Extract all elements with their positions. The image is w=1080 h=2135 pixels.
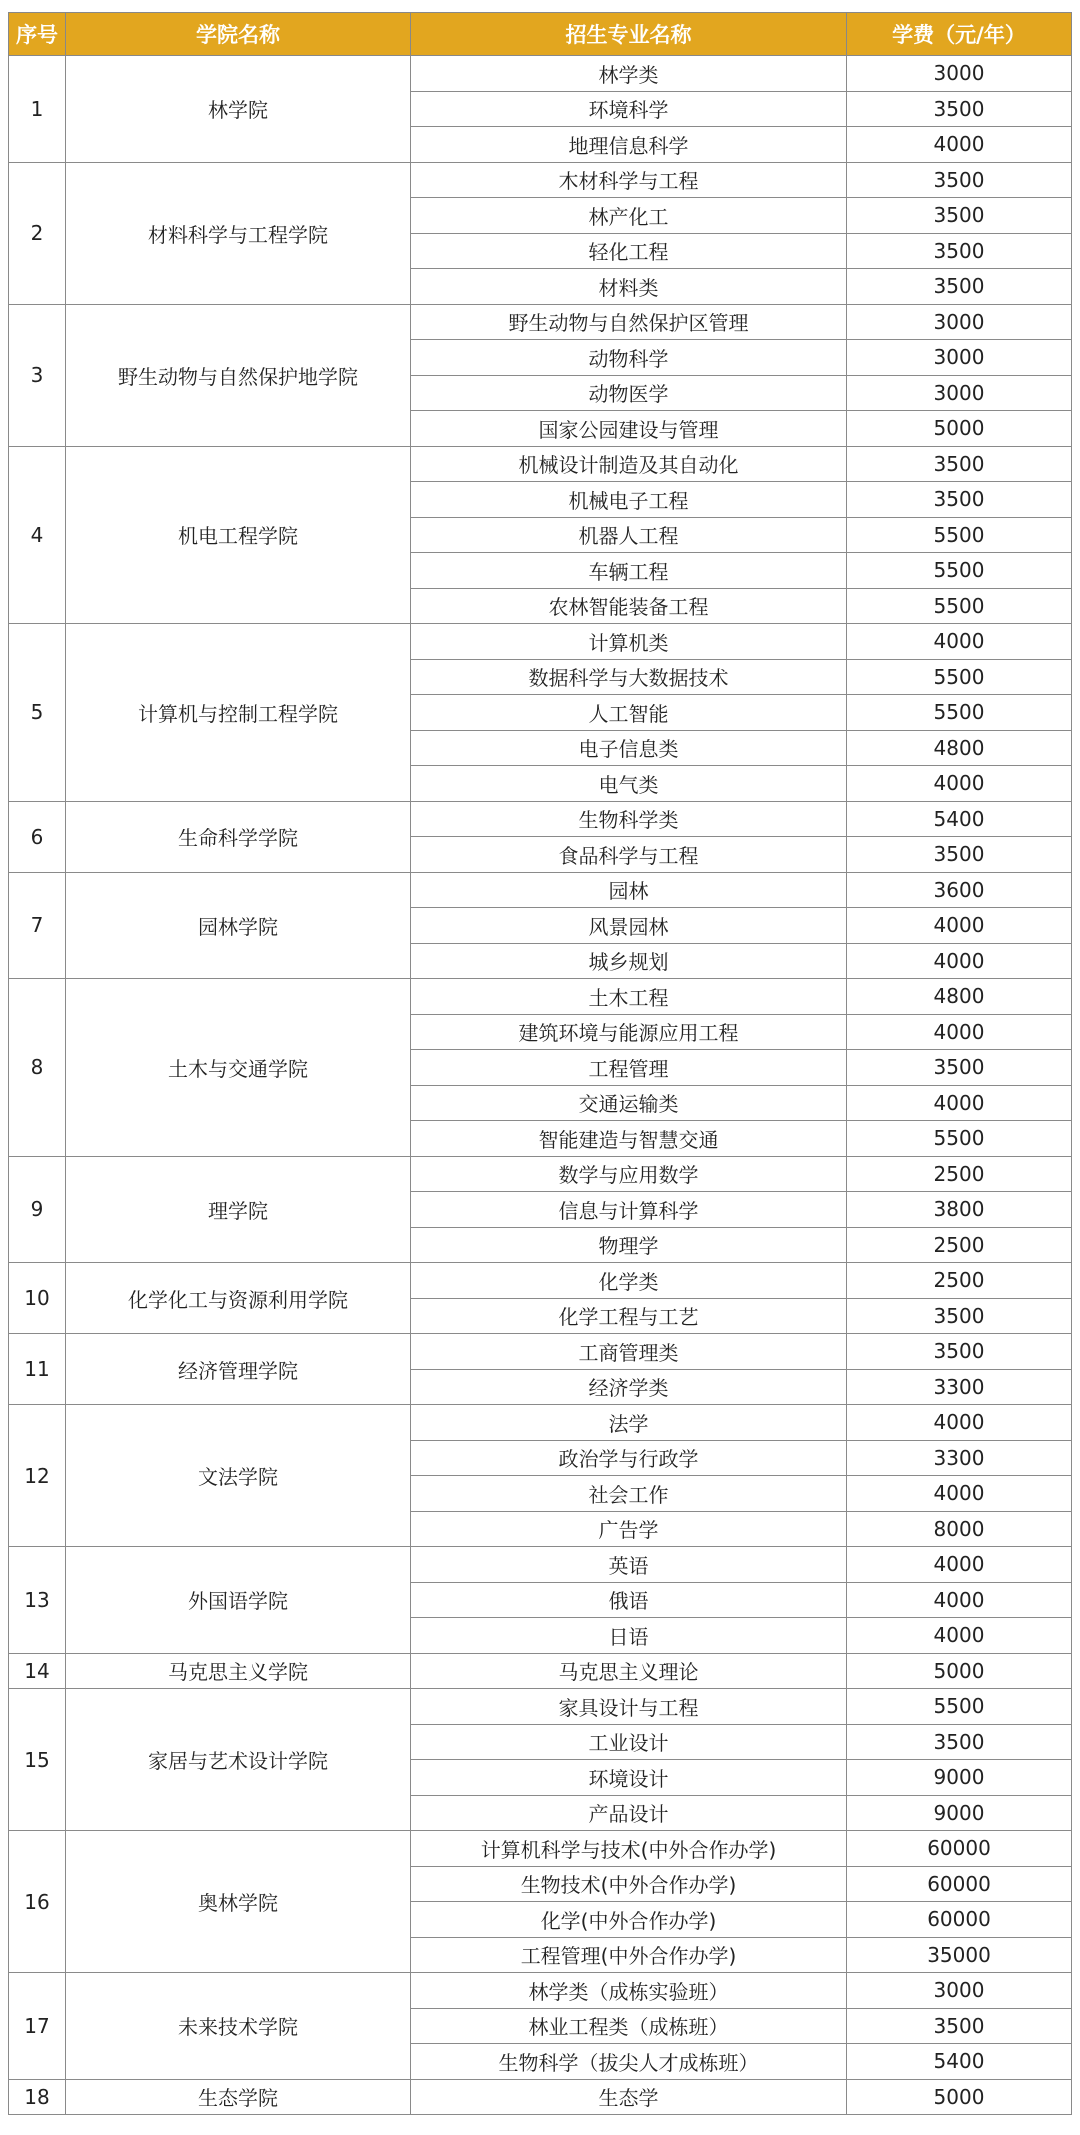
college-number: 16 [9,1831,66,1973]
college-name: 林学院 [66,56,411,163]
tuition-fee: 3500 [847,2008,1072,2044]
tuition-fee: 9000 [847,1795,1072,1831]
major-name: 材料类 [411,269,847,305]
college-number: 2 [9,162,66,304]
tuition-fee: 5400 [847,2044,1072,2080]
major-name: 智能建造与智慧交通 [411,1121,847,1157]
table-row [9,1973,1072,2009]
college-number: 17 [9,1973,66,2080]
major-name: 计算机科学与技术(中外合作办学) [411,1831,847,1867]
major-name: 化学(中外合作办学) [411,1902,847,1938]
tuition-fee: 3000 [847,375,1072,411]
tuition-fee: 4000 [847,1405,1072,1441]
major-name: 广告学 [411,1511,847,1547]
college-name: 奥林学院 [66,1831,411,1973]
major-name: 工程管理(中外合作办学) [411,1937,847,1973]
table-row [9,1156,1072,1192]
major-name: 园林 [411,872,847,908]
major-name: 社会工作 [411,1476,847,1512]
tuition-fee: 5500 [847,517,1072,553]
table-row [9,1334,1072,1370]
table-row [9,1689,1072,1725]
tuition-fee: 5500 [847,1121,1072,1157]
major-name: 数据科学与大数据技术 [411,659,847,695]
major-name: 生物科学（拔尖人才成栋班） [411,2044,847,2080]
major-name: 机械电子工程 [411,482,847,518]
table-header [9,13,1072,56]
tuition-fee: 3000 [847,56,1072,92]
college-number: 9 [9,1156,66,1263]
table-row [9,872,1072,908]
major-name: 化学类 [411,1263,847,1299]
college-name: 生命科学学院 [66,801,411,872]
major-name: 日语 [411,1618,847,1654]
table-row [9,56,1072,92]
tuition-fee: 5500 [847,659,1072,695]
tuition-table [8,12,1072,2115]
tuition-fee: 3500 [847,1724,1072,1760]
major-name: 信息与计算科学 [411,1192,847,1228]
major-name: 建筑环境与能源应用工程 [411,1014,847,1050]
college-number: 6 [9,801,66,872]
major-name: 数学与应用数学 [411,1156,847,1192]
tuition-fee: 9000 [847,1760,1072,1796]
major-name: 野生动物与自然保护区管理 [411,304,847,340]
tuition-fee: 4000 [847,766,1072,802]
tuition-fee: 2500 [847,1156,1072,1192]
tuition-fee: 3500 [847,162,1072,198]
college-number: 15 [9,1689,66,1831]
table-row [9,624,1072,660]
tuition-fee: 3500 [847,269,1072,305]
major-name: 环境科学 [411,91,847,127]
major-name: 工商管理类 [411,1334,847,1370]
college-number: 7 [9,872,66,979]
college-name: 文法学院 [66,1405,411,1547]
tuition-fee: 3500 [847,1050,1072,1086]
major-name: 地理信息科学 [411,127,847,163]
major-name: 工程管理 [411,1050,847,1086]
major-name: 风景园林 [411,908,847,944]
major-name: 车辆工程 [411,553,847,589]
tuition-fee: 5500 [847,695,1072,731]
table-row [9,1831,1072,1867]
header-row [9,13,1072,56]
college-number: 10 [9,1263,66,1334]
table-body [9,56,1072,2115]
major-name: 农林智能装备工程 [411,588,847,624]
major-name: 机器人工程 [411,517,847,553]
major-name: 化学工程与工艺 [411,1298,847,1334]
college-name: 马克思主义学院 [66,1653,411,1689]
tuition-fee: 4000 [847,1085,1072,1121]
table-row [9,1547,1072,1583]
tuition-fee: 5000 [847,2079,1072,2115]
tuition-fee: 4000 [847,1582,1072,1618]
major-name: 政治学与行政学 [411,1440,847,1476]
tuition-fee: 4000 [847,624,1072,660]
table-row [9,801,1072,837]
college-number: 1 [9,56,66,163]
major-name: 林学类 [411,56,847,92]
college-name: 经济管理学院 [66,1334,411,1405]
major-name: 交通运输类 [411,1085,847,1121]
tuition-fee: 3500 [847,233,1072,269]
tuition-fee: 60000 [847,1866,1072,1902]
major-name: 动物医学 [411,375,847,411]
major-name: 食品科学与工程 [411,837,847,873]
tuition-fee: 3500 [847,1334,1072,1370]
major-name: 生物科学类 [411,801,847,837]
major-name: 马克思主义理论 [411,1653,847,1689]
table-row [9,979,1072,1015]
major-name: 机械设计制造及其自动化 [411,446,847,482]
major-name: 电气类 [411,766,847,802]
tuition-fee: 3500 [847,198,1072,234]
tuition-fee: 3500 [847,482,1072,518]
major-name: 俄语 [411,1582,847,1618]
college-number: 12 [9,1405,66,1547]
major-name: 经济学类 [411,1369,847,1405]
major-name: 英语 [411,1547,847,1583]
header-fee: 学费（元/年） [847,13,1072,56]
college-number: 8 [9,979,66,1157]
header-major: 招生专业名称 [411,13,847,56]
major-name: 生态学 [411,2079,847,2115]
table-row [9,162,1072,198]
tuition-fee: 4000 [847,1014,1072,1050]
table-row [9,1405,1072,1441]
college-name: 家居与艺术设计学院 [66,1689,411,1831]
college-name: 野生动物与自然保护地学院 [66,304,411,446]
college-number: 5 [9,624,66,802]
tuition-fee: 3000 [847,340,1072,376]
tuition-fee: 60000 [847,1902,1072,1938]
tuition-fee: 4000 [847,1547,1072,1583]
tuition-fee: 3500 [847,837,1072,873]
tuition-fee: 3300 [847,1440,1072,1476]
college-number: 18 [9,2079,66,2115]
tuition-fee: 2500 [847,1263,1072,1299]
college-name: 化学化工与资源利用学院 [66,1263,411,1334]
table-row [9,2079,1072,2115]
tuition-fee: 5500 [847,588,1072,624]
tuition-fee: 3600 [847,872,1072,908]
tuition-fee: 4000 [847,127,1072,163]
header-college: 学院名称 [66,13,411,56]
college-name: 土木与交通学院 [66,979,411,1157]
tuition-fee: 3300 [847,1369,1072,1405]
tuition-fee: 3500 [847,446,1072,482]
tuition-fee: 5400 [847,801,1072,837]
tuition-fee: 4000 [847,1618,1072,1654]
tuition-fee: 3500 [847,91,1072,127]
tuition-fee: 4000 [847,1476,1072,1512]
major-name: 家具设计与工程 [411,1689,847,1725]
tuition-fee: 3000 [847,304,1072,340]
college-name: 未来技术学院 [66,1973,411,2080]
major-name: 城乡规划 [411,943,847,979]
table-row [9,446,1072,482]
college-number: 11 [9,1334,66,1405]
college-number: 4 [9,446,66,624]
major-name: 物理学 [411,1227,847,1263]
college-name: 园林学院 [66,872,411,979]
college-name: 理学院 [66,1156,411,1263]
tuition-fee: 3500 [847,1298,1072,1334]
major-name: 轻化工程 [411,233,847,269]
major-name: 工业设计 [411,1724,847,1760]
major-name: 国家公园建设与管理 [411,411,847,447]
college-name: 材料科学与工程学院 [66,162,411,304]
major-name: 环境设计 [411,1760,847,1796]
tuition-fee: 5000 [847,411,1072,447]
college-number: 13 [9,1547,66,1654]
major-name: 木材科学与工程 [411,162,847,198]
major-name: 人工智能 [411,695,847,731]
college-name: 外国语学院 [66,1547,411,1654]
college-number: 3 [9,304,66,446]
tuition-fee: 60000 [847,1831,1072,1867]
college-number: 14 [9,1653,66,1689]
tuition-fee: 35000 [847,1937,1072,1973]
table-row [9,304,1072,340]
tuition-fee: 4000 [847,943,1072,979]
major-name: 林学类（成栋实验班） [411,1973,847,2009]
major-name: 法学 [411,1405,847,1441]
major-name: 计算机类 [411,624,847,660]
college-name: 机电工程学院 [66,446,411,624]
major-name: 生物技术(中外合作办学) [411,1866,847,1902]
tuition-fee: 8000 [847,1511,1072,1547]
major-name: 林产化工 [411,198,847,234]
tuition-fee: 5000 [847,1653,1072,1689]
major-name: 产品设计 [411,1795,847,1831]
college-name: 计算机与控制工程学院 [66,624,411,802]
college-name: 生态学院 [66,2079,411,2115]
table-row [9,1263,1072,1299]
header-no: 序号 [9,13,66,56]
major-name: 土木工程 [411,979,847,1015]
major-name: 林业工程类（成栋班） [411,2008,847,2044]
tuition-fee: 4800 [847,730,1072,766]
tuition-fee: 4000 [847,908,1072,944]
table-row [9,1653,1072,1689]
major-name: 电子信息类 [411,730,847,766]
major-name: 动物科学 [411,340,847,376]
tuition-fee: 2500 [847,1227,1072,1263]
tuition-fee: 5500 [847,1689,1072,1725]
tuition-fee: 5500 [847,553,1072,589]
tuition-fee: 4800 [847,979,1072,1015]
tuition-fee: 3800 [847,1192,1072,1228]
tuition-fee: 3000 [847,1973,1072,2009]
